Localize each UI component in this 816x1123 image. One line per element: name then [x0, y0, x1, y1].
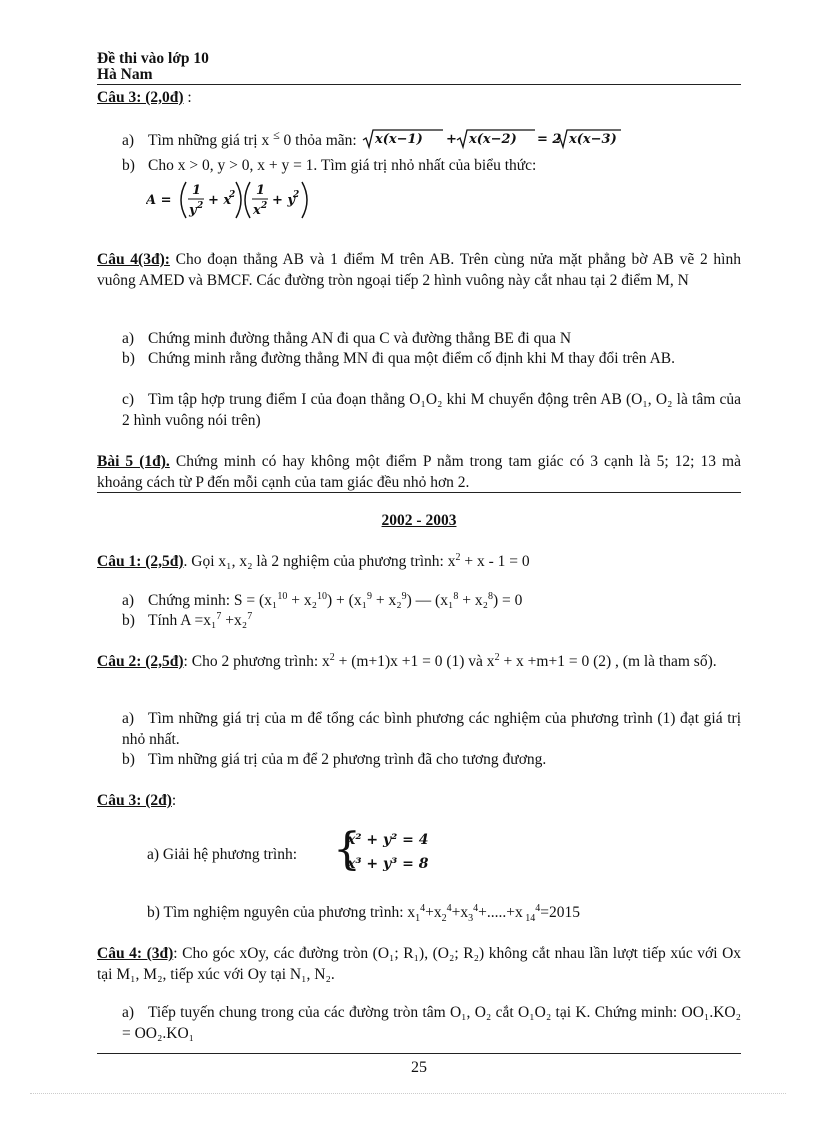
question-3-item-a: a) Tìm những giá trị x ≤ 0 thỏa mãn: x(x−1) + x(x−2) = 2 x(x−3): [122, 128, 741, 152]
svg-text:x(x−1): x(x−1): [374, 132, 423, 147]
header-title: Đề thi vào lớp 10: [97, 50, 209, 67]
question-1-item-a: a) Chứng minh: S = (x₁$^{10}$ + x₂$^{10}$) + (x₁$^9$ + x₂$^9$) — (x₁$^8$ + x₂$^8$) = 0: [122, 590, 523, 609]
svg-text:A =: A =: [146, 193, 172, 208]
svg-text:2: 2: [229, 190, 236, 200]
question-4-title: Câu 4(3đ):: [97, 251, 170, 268]
question-3b-item-b: b) Tìm nghiệm nguyên của phương trình: $x_1^4+x_2^4+x_3^4+.....+x$ $_{14}^4$=2015: [147, 902, 581, 925]
year-heading: 2002 - 2003: [381, 512, 457, 529]
svg-text:+ y: + y: [272, 193, 295, 208]
question-3b-item-a: a) Giải hệ phương trình:: [147, 846, 298, 863]
system-brace: {: [333, 824, 361, 875]
svg-text:1: 1: [192, 183, 202, 198]
radical-equation: [361, 128, 623, 150]
question-4b-block: Câu 4: (3đ): Cho góc xOy, các đường tròn (O₁; R₁), (O₂; R₂) không cắt nhau lần lượt tiếp xúc với Ox tại M₁, M₂, tiếp xúc với Oy tại N₁, N₂.: [97, 945, 742, 983]
question-2-item-b: b) Tìm những giá trị của m để 2 phương trình đã cho tương đương.: [122, 751, 547, 768]
question-2-title: Câu 2: (2,5đ): [97, 653, 184, 670]
page-edge: [30, 1093, 786, 1094]
svg-text:2: 2: [197, 201, 204, 211]
question-2-block: Câu 2: (2,5đ): Cho 2 phương trình: $x^2 + (m+1)x +1 = 0$ (1) và $x^2 + x +m+1 = 0$ (2) , (m là tham số).: [97, 651, 717, 670]
section-rule: [97, 492, 741, 493]
question-4b-item-a: a) Tiếp tuyến chung trong của các đường tròn tâm O₁, O₂ cắt O₁O₂ tại K. Chứng minh: OO₁.KO₂ = OO₂.KO₁: [122, 1004, 741, 1042]
page-number: 25: [411, 1059, 427, 1076]
header-rule: [97, 84, 741, 85]
svg-text:x: x: [253, 203, 261, 218]
svg-text:+: +: [445, 132, 457, 147]
question-4-item-b: b) Chứng minh rằng đường thẳng MN đi qua một điểm cố định khi M thay đổi trên AB.: [122, 350, 675, 367]
question-3-title: Câu 3: (2,0đ): [97, 89, 184, 106]
problem-5-title: Bài 5 (1đ).: [97, 453, 170, 470]
question-3b-title: Câu 3: (2đ): [97, 792, 172, 809]
question-4-item-a: a) Chứng minh đường thẳng AN đi qua C và đường thẳng BE đi qua N: [122, 330, 572, 347]
svg-text:+ x: + x: [208, 193, 232, 208]
header-subtitle: Hà Nam: [97, 66, 153, 83]
svg-text:2: 2: [261, 201, 268, 211]
question-1-block: Câu 1: (2,5đ). Gọi x₁, x₂ là 2 nghiệm của phương trình: $x^2 + x - 1 = 0$: [97, 551, 530, 570]
svg-text:x(x−2): x(x−2): [468, 132, 517, 147]
question-4-item-c: c) Tìm tập hợp trung điểm I của đoạn thẳng O₁O₂ khi M chuyển động trên AB (O₁, O₂ là tâm của 2 hình vuông nói trên): [122, 391, 741, 429]
svg-text:= 2: = 2: [536, 132, 562, 147]
svg-text:x(x−3): x(x−3): [568, 132, 617, 147]
question-2-item-a: a) Tìm những giá trị của m để tổng các bình phương các nghiệm của phương trình (1) đạt giá trị nhỏ nhất.: [122, 710, 741, 748]
svg-text:y: y: [189, 203, 197, 218]
question-3-item-b: b) Cho x > 0, y > 0, x + y = 1. Tìm giá trị nhỏ nhất của biểu thức:: [122, 157, 537, 174]
question-4b-title: Câu 4: (3đ): [97, 945, 174, 962]
footer-rule: [97, 1053, 741, 1054]
question-1-title: Câu 1: (2,5đ): [97, 553, 184, 570]
problem-5-block: Bài 5 (1đ). Chứng minh có hay không một điểm P nằm trong tam giác có 3 cạnh là 5; 12; 13 mà khoảng cách từ P đến mỗi cạnh của tam giác đều nhỏ hơn 2.: [97, 453, 741, 491]
equation-1: x² + y² = 4: [347, 832, 429, 848]
question-3b-heading: Câu 3: (2đ):: [97, 792, 177, 809]
expression-A: [146, 178, 326, 222]
equation-2: x³ + y³ = 8: [347, 856, 429, 872]
svg-text:1: 1: [256, 183, 266, 198]
question-1-item-b: b) Tính A =x₁$^7$ +x₂$^7$: [122, 610, 253, 629]
svg-text:2: 2: [293, 190, 300, 200]
question-4-block: Câu 4(3đ): Cho đoạn thẳng AB và 1 điểm M trên AB. Trên cùng nửa mặt phẳng bờ AB vẽ 2 hình vuông AMED và BMCF. Các đường tròn ngoại tiếp 2 hình vuông này cắt nhau tại 2 điểm M, N: [97, 251, 741, 289]
question-3-heading: Câu 3: (2,0đ) :: [97, 89, 192, 106]
